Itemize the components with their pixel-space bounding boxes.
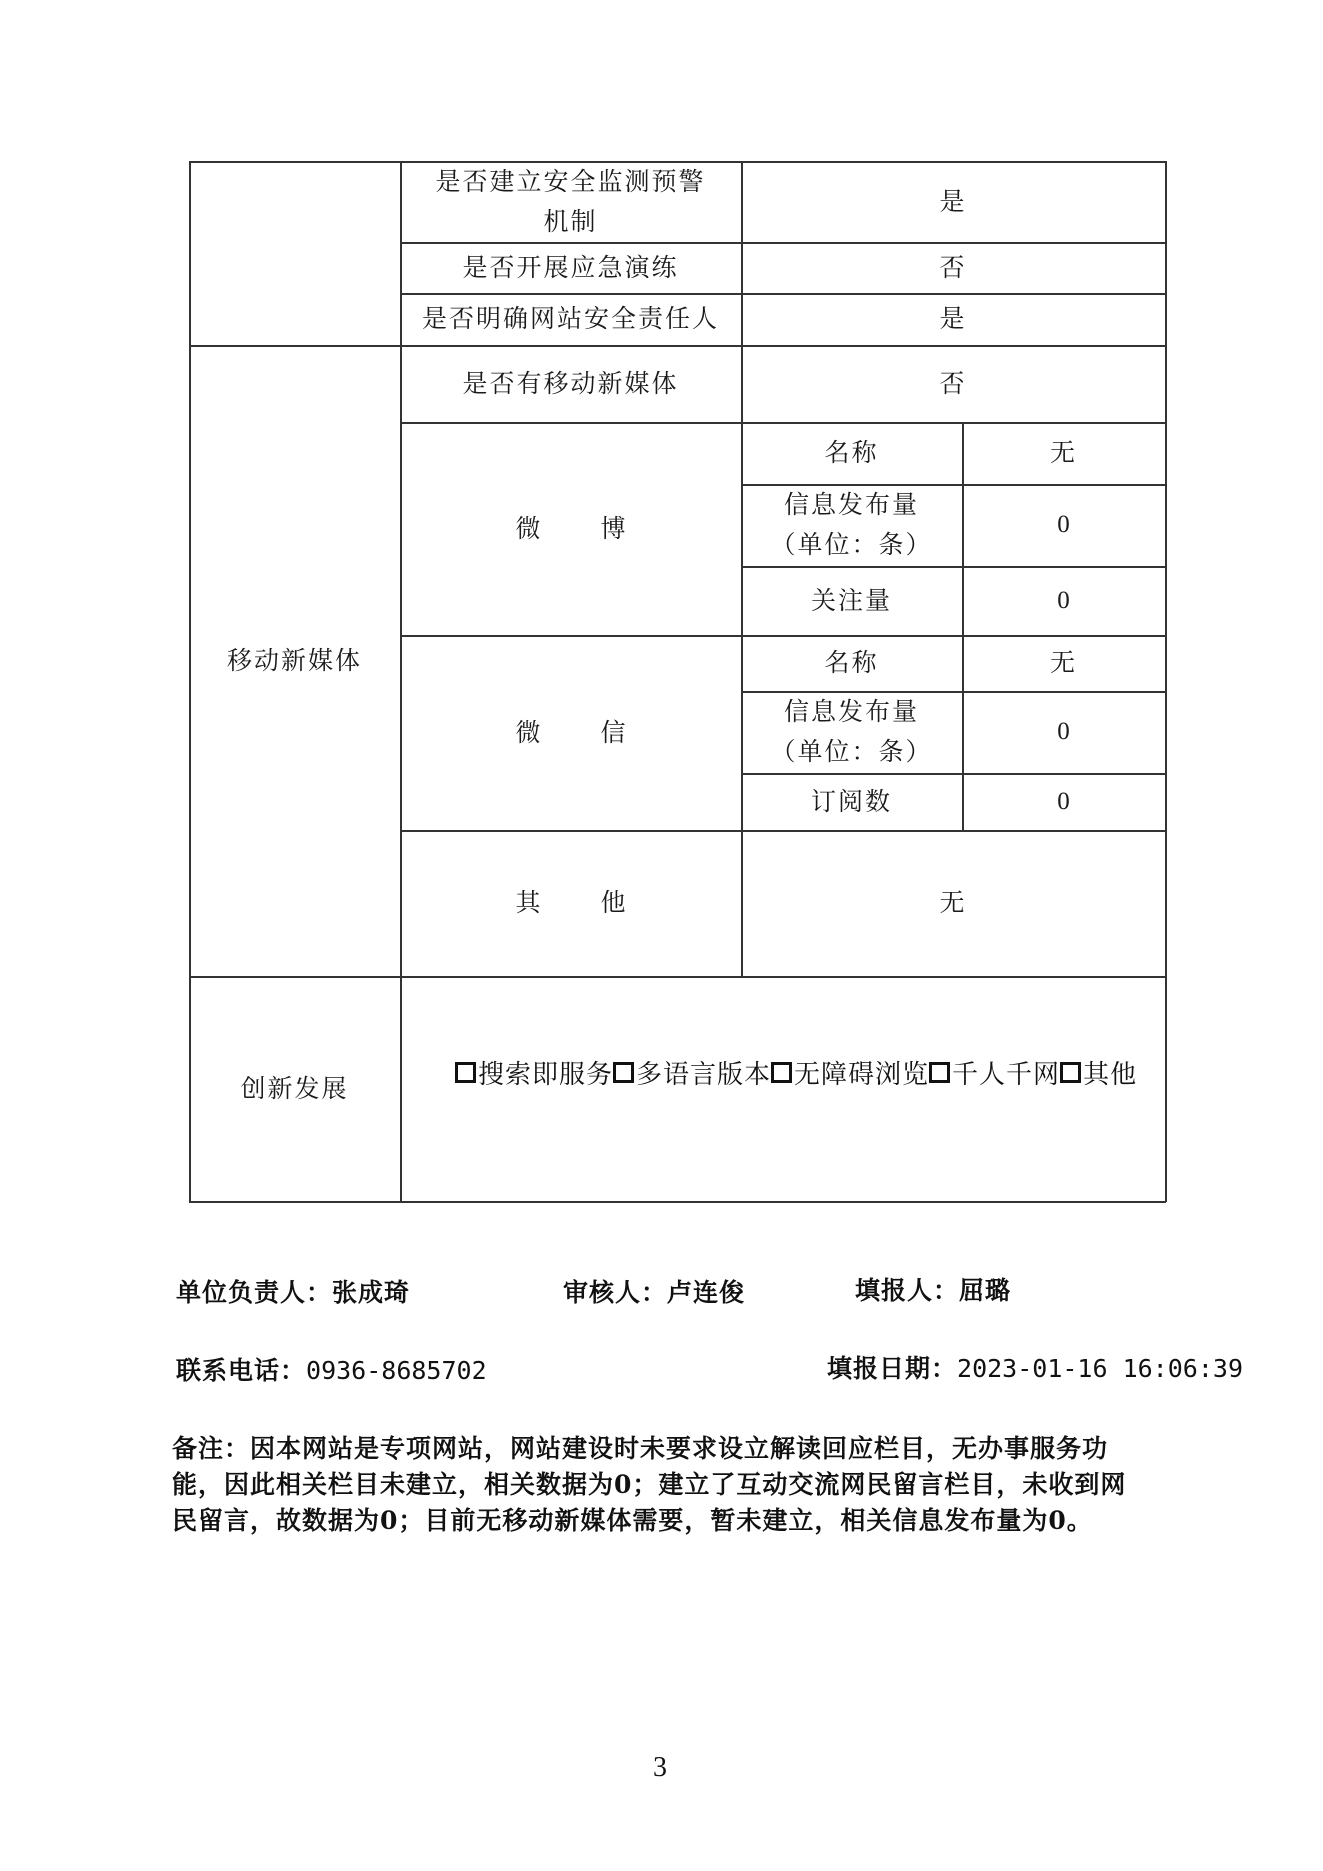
drill-label: 是否开展应急演练 xyxy=(462,252,679,282)
weibo-follow-value: 0 xyxy=(1057,586,1070,614)
remark-note: 备注：因本网站是专项网站，网站建设时未要求设立解读回应栏目，无办事服务功能，因此相关栏目未建立，相关数据为0；建立了互动交流网民留言栏目，未收到网民留言，故数据为0；目前无移动新媒体需要，暂未建立，相关信息发布量为0。 xyxy=(172,1434,1127,1535)
other-label: 其 他 xyxy=(515,888,652,917)
reviewer-label: 审核人： xyxy=(563,1278,668,1307)
monitoring-label-text: 是否建立安全监测预警机制 xyxy=(435,166,706,236)
date-label: 填报日期： xyxy=(827,1354,958,1383)
other-value: 无 xyxy=(939,888,967,917)
option-label: 其他 xyxy=(1083,1059,1138,1090)
unit-head xyxy=(176,1273,410,1309)
date-value: 2023-01-16 16:06:39 xyxy=(957,1354,1243,1383)
wechat-name-value: 无 xyxy=(1049,648,1077,677)
table-border-bottom xyxy=(189,1201,1166,1203)
checkbox-multilingual[interactable] xyxy=(613,1062,634,1083)
contact-phone xyxy=(176,1351,487,1387)
option-label: 千人千网 xyxy=(952,1059,1061,1090)
table-border-right xyxy=(1165,161,1167,1202)
drill-value: 否 xyxy=(939,252,967,282)
weibo-follow-label: 关注量 xyxy=(810,585,892,615)
unit-head-label: 单位负责人： xyxy=(176,1278,333,1307)
wechat-sub-value: 0 xyxy=(1057,787,1070,815)
wechat-posts-label-line1: 信息发布量 xyxy=(783,697,919,726)
page-number: 3 xyxy=(653,1752,667,1783)
option-accessibility[interactable] xyxy=(771,1054,929,1091)
option-search-service[interactable] xyxy=(455,1054,613,1091)
wechat-posts-label-line2: （单位：条） xyxy=(770,737,933,766)
checkbox-personalized[interactable] xyxy=(929,1062,950,1083)
phone-label: 联系电话： xyxy=(176,1356,307,1385)
weibo-name-value: 无 xyxy=(1049,438,1077,467)
checkbox-accessibility[interactable] xyxy=(771,1062,792,1083)
mobile-section-label: 移动新媒体 xyxy=(226,645,362,675)
responsible-value: 是 xyxy=(939,304,967,333)
option-label: 无障碍浏览 xyxy=(794,1059,930,1090)
has-mobile-value: 否 xyxy=(939,368,967,398)
option-label: 搜索即服务 xyxy=(478,1059,614,1090)
option-personalized[interactable] xyxy=(929,1054,1060,1091)
weibo-posts-label-line1: 信息发布量 xyxy=(783,490,919,519)
reviewer xyxy=(563,1273,745,1309)
wechat-name-label: 名称 xyxy=(824,648,879,677)
checkbox-search-service[interactable] xyxy=(455,1062,476,1083)
option-label: 多语言版本 xyxy=(636,1059,772,1090)
phone-value: 0936-8685702 xyxy=(306,1356,487,1385)
wechat-posts-value: 0 xyxy=(1057,718,1070,745)
weibo-posts-value: 0 xyxy=(1057,511,1070,538)
responsible-label: 是否明确网站安全责任人 xyxy=(421,304,719,333)
innovation-section-label: 创新发展 xyxy=(240,1073,349,1103)
unit-head-name: 张成琦 xyxy=(332,1278,411,1307)
filler-name: 屈璐 xyxy=(959,1276,1012,1305)
monitoring-value: 是 xyxy=(939,186,967,216)
monitoring-label xyxy=(400,161,741,242)
weibo-posts-label xyxy=(741,484,962,566)
has-mobile-label: 是否有移动新媒体 xyxy=(462,368,679,398)
weibo-posts-label-line2: （单位：条） xyxy=(770,530,933,559)
innovation-options xyxy=(455,1052,1155,1092)
filler xyxy=(855,1271,1011,1307)
weibo-label: 微 博 xyxy=(515,513,652,543)
wechat-posts-label xyxy=(741,691,962,773)
fill-date xyxy=(827,1349,1243,1385)
wechat-sub-label: 订阅数 xyxy=(810,786,892,816)
option-other[interactable] xyxy=(1060,1054,1137,1091)
wechat-label: 微 信 xyxy=(515,717,652,747)
weibo-name-label: 名称 xyxy=(824,438,879,467)
filler-label: 填报人： xyxy=(855,1276,960,1305)
checkbox-other[interactable] xyxy=(1060,1062,1081,1083)
option-multilingual[interactable] xyxy=(613,1054,771,1091)
reviewer-name: 卢连俊 xyxy=(667,1278,746,1307)
